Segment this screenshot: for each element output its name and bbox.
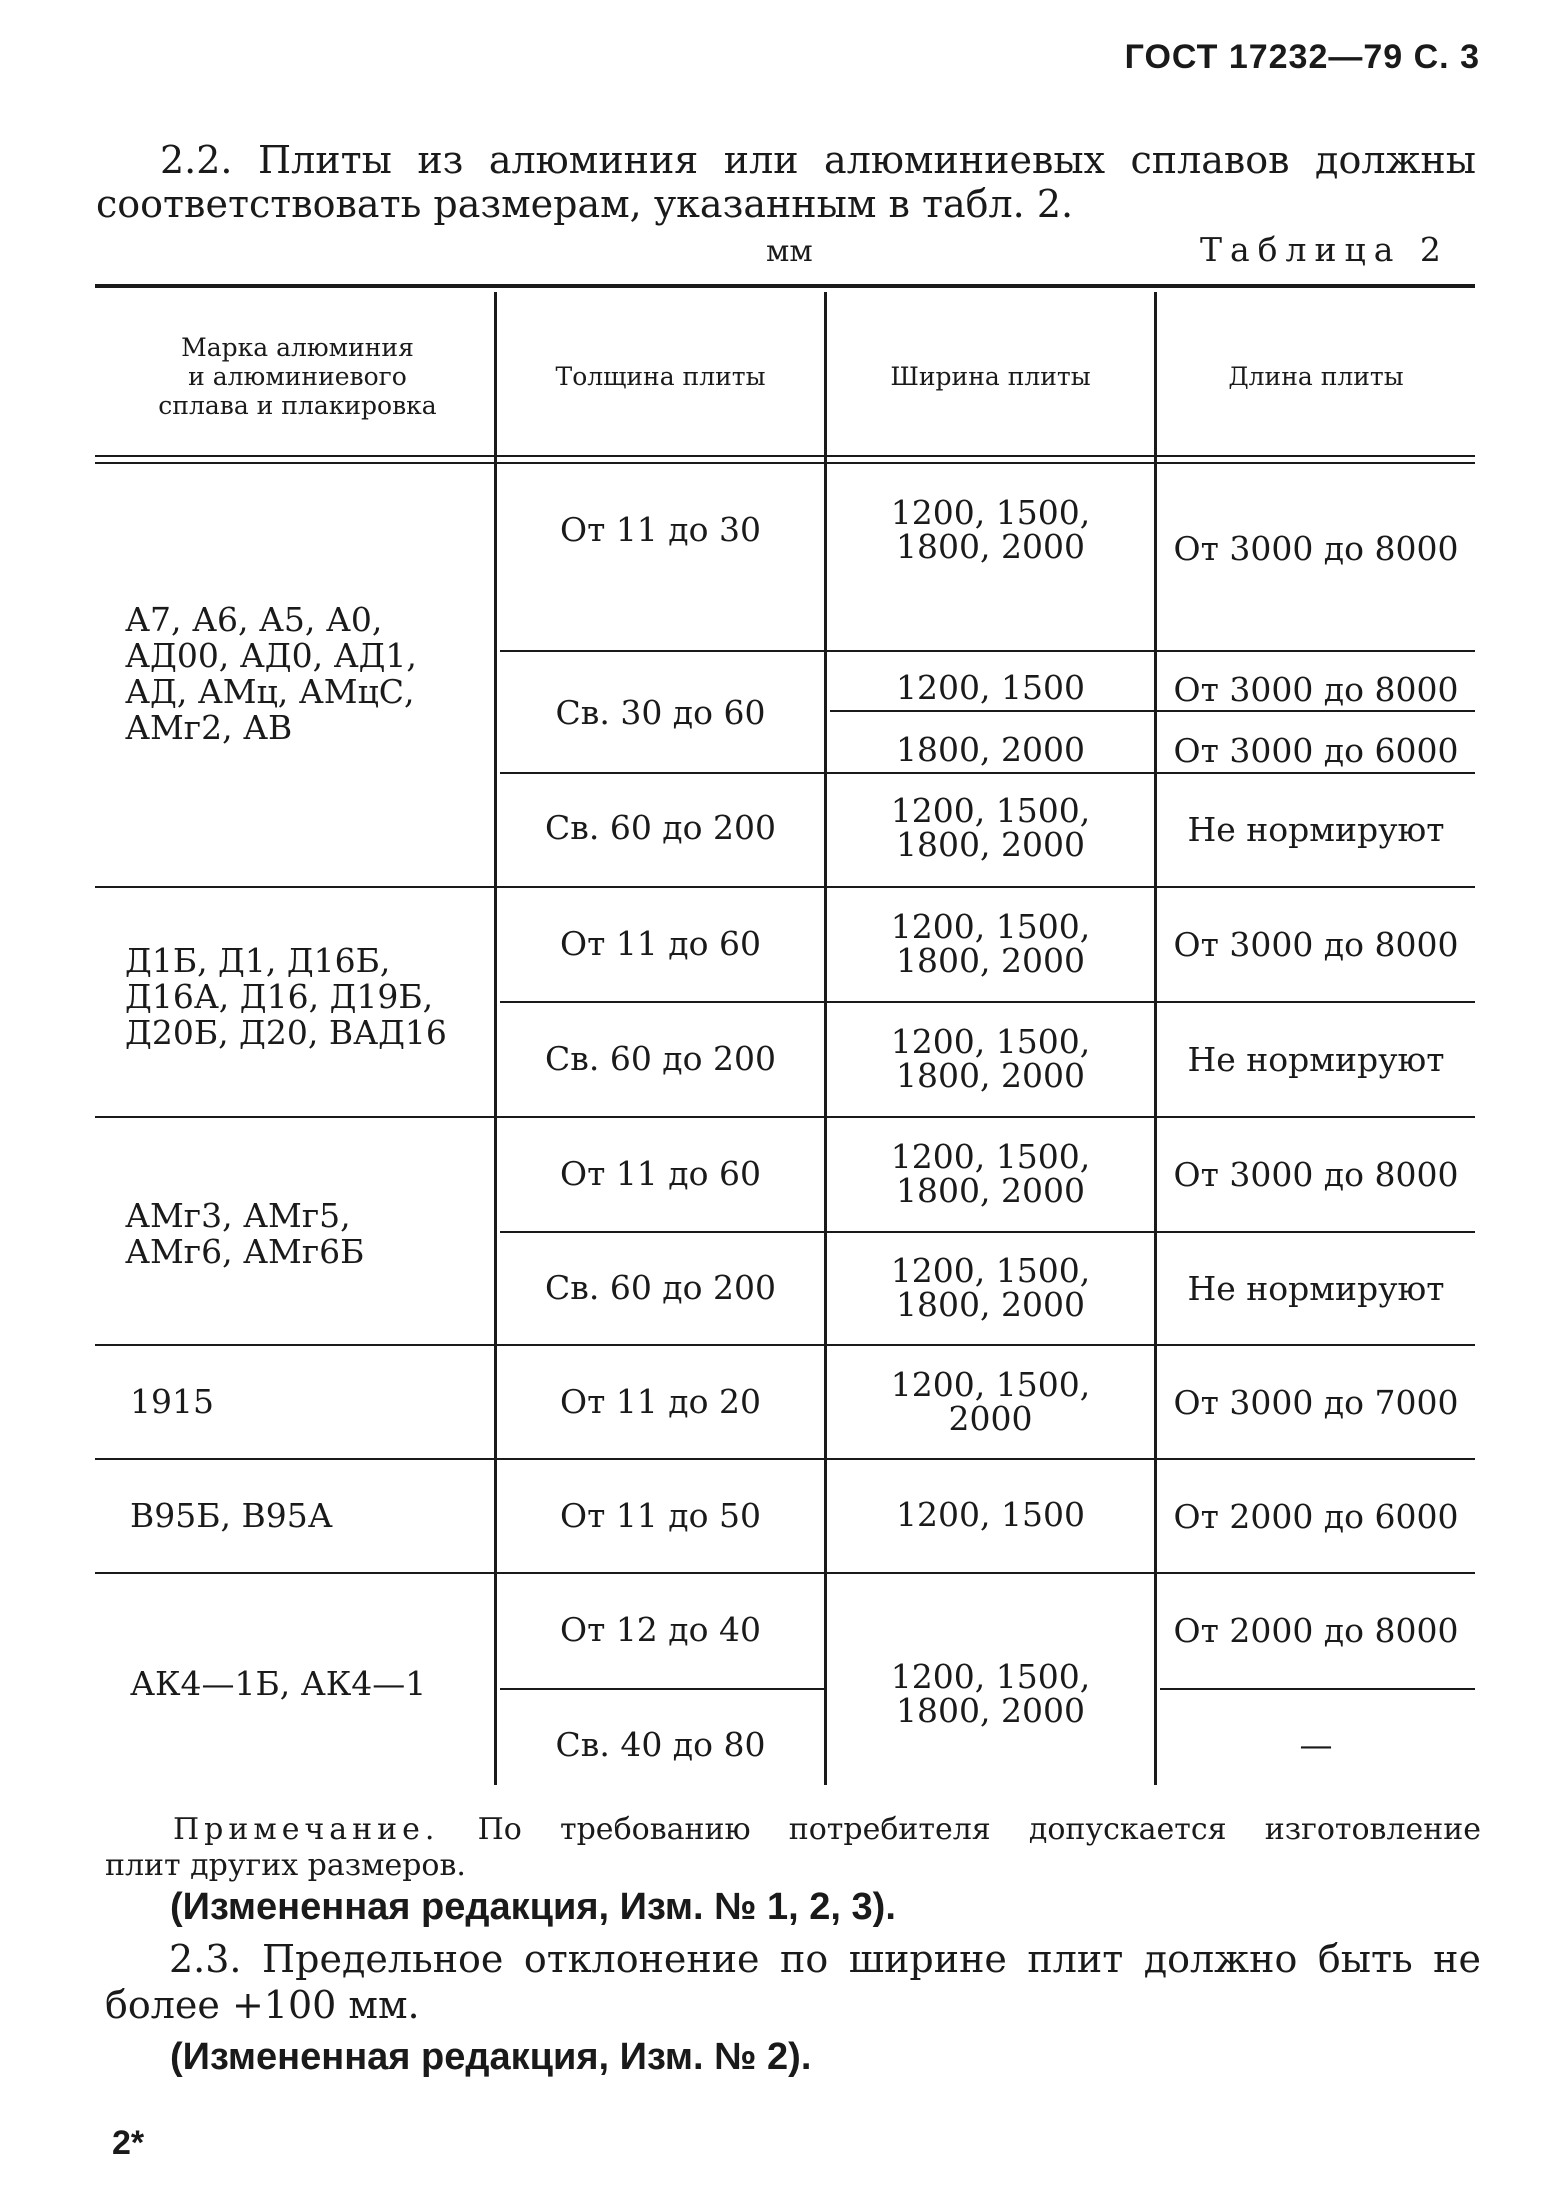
thickness-cell: От 12 до 40 [560, 1610, 761, 1649]
table-unit: мм [766, 234, 813, 269]
amendment-note: (Измененная редакция, Изм. № 2). [170, 2036, 812, 2078]
thickness-cell: Св. 60 до 200 [545, 1039, 776, 1078]
thickness-cell: От 11 до 20 [560, 1382, 761, 1421]
length-cell: Не нормируют [1187, 810, 1445, 849]
width-cell: 1200, 1500, 1800, 2000 [890, 791, 1091, 864]
thickness-cell: От 11 до 30 [560, 510, 761, 549]
thickness-cell: Св. 60 до 200 [545, 808, 776, 847]
amendment-note: (Измененная редакция, Изм. № 1, 2, 3). [170, 1886, 896, 1928]
length-cell: От 2000 до 6000 [1173, 1497, 1459, 1536]
note-line-2: плит других размеров. [105, 1848, 466, 1883]
width-cell: 1200, 1500, 1800, 2000 [890, 1022, 1091, 1095]
grade-cell: АМг3, АМг5, АМг6, АМг6Б [125, 1196, 365, 1271]
thickness-cell: Св. 40 до 80 [555, 1725, 766, 1764]
paragraph-2-3 [105, 1936, 1481, 2028]
length-cell: От 3000 до 8000 [1173, 529, 1459, 568]
width-cell: 1800, 2000 [896, 730, 1085, 769]
width-cell: 1200, 1500 [896, 1495, 1085, 1534]
header-thickness: Толщина плиты [555, 362, 766, 391]
width-cell: 1200, 1500, 1800, 2000 [890, 1657, 1091, 1730]
length-cell: Не нормируют [1187, 1269, 1445, 1308]
intro-line-1: 2.2. Плиты из алюминия или алюминиевых сплавов должны [160, 138, 1476, 182]
p23-line-2: более +100 мм. [105, 1983, 420, 2027]
grade-cell: АК4—1Б, АК4—1 [130, 1664, 427, 1703]
page-header: ГОСТ 17232—79 С. 3 [1124, 38, 1480, 76]
width-cell: 1200, 1500, 1800, 2000 [890, 907, 1091, 980]
grade-cell: А7, А6, А5, А0, АД00, АД0, АД1, АД, АМц, АМцС, АМг2, АВ [125, 600, 417, 747]
length-cell: От 3000 до 8000 [1173, 1155, 1459, 1194]
length-cell: От 2000 до 8000 [1173, 1611, 1459, 1650]
header-grade: Марка алюминия и алюминиевого сплава и плакировка [158, 333, 437, 420]
note-label: Примечание. [173, 1812, 440, 1847]
width-cell: 1200, 1500, 1800, 2000 [890, 493, 1091, 566]
thickness-cell: От 11 до 50 [560, 1496, 761, 1535]
length-cell: Не нормируют [1187, 1040, 1445, 1079]
thickness-cell: Св. 60 до 200 [545, 1268, 776, 1307]
thickness-cell: Св. 30 до 60 [555, 693, 766, 732]
thickness-cell: От 11 до 60 [560, 924, 761, 963]
width-cell: 1200, 1500, 1800, 2000 [890, 1251, 1091, 1324]
grade-cell: Д1Б, Д1, Д16Б, Д16А, Д16, Д19Б, Д20Б, Д20, ВАД16 [125, 941, 447, 1052]
note-text: По требованию потребителя допускается изготовление [477, 1812, 1481, 1847]
grade-cell: В95Б, В95А [130, 1496, 333, 1535]
length-cell: — [1299, 1725, 1333, 1764]
header-length: Длина плиты [1228, 362, 1404, 391]
thickness-cell: От 11 до 60 [560, 1154, 761, 1193]
p23-line-1: 2.3. Предельное отклонение по ширине плит должно быть не [169, 1937, 1481, 1981]
page-mark: 2* [112, 2124, 145, 2162]
width-cell: 1200, 1500, 2000 [890, 1365, 1091, 1438]
width-cell: 1200, 1500 [896, 668, 1085, 707]
length-cell: От 3000 до 6000 [1173, 731, 1459, 770]
table-title: Таблица 2 [1200, 230, 1449, 269]
width-cell: 1200, 1500, 1800, 2000 [890, 1137, 1091, 1210]
intro-line-2: соответствовать размерам, указанным в табл. 2. [96, 182, 1074, 226]
grade-cell: 1915 [130, 1382, 214, 1421]
header-width: Ширина плиты [890, 362, 1091, 391]
intro-paragraph [96, 138, 1476, 226]
length-cell: От 3000 до 8000 [1173, 670, 1459, 709]
length-cell: От 3000 до 7000 [1173, 1383, 1459, 1422]
length-cell: От 3000 до 8000 [1173, 925, 1459, 964]
table-note [105, 1812, 1481, 1884]
